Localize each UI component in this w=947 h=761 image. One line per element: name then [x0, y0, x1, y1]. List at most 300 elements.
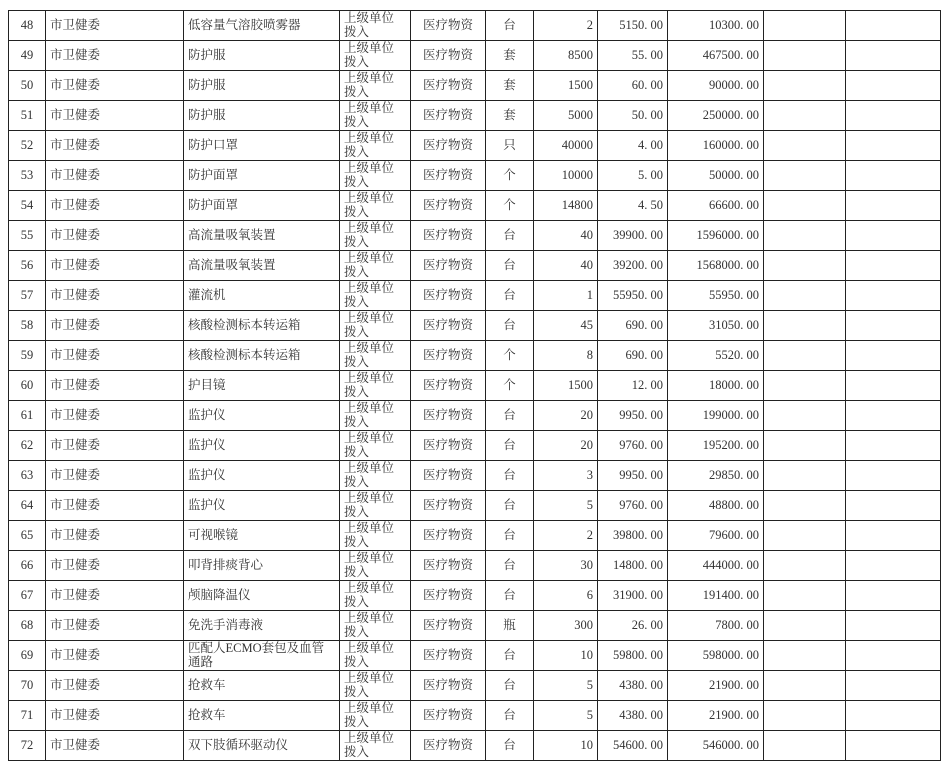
cell-quantity: 5: [534, 671, 598, 701]
cell-total-amount: 10300. 00: [668, 11, 764, 41]
cell-sequence-number: 55: [9, 221, 46, 251]
cell-unit-price: 14800. 00: [598, 551, 668, 581]
cell-total-amount: 48800. 00: [668, 491, 764, 521]
cell-funding-source: 上级单位拨入: [340, 491, 411, 521]
cell-unit-price: 5150. 00: [598, 11, 668, 41]
cell-total-amount: 79600. 00: [668, 521, 764, 551]
table-row: [9, 431, 941, 461]
cell-funding-source: 上级单位拨入: [340, 191, 411, 221]
cell-item-name: 抢救车: [184, 701, 340, 731]
cell-funding-source: 上级单位拨入: [340, 641, 411, 671]
cell-empty-2: [846, 521, 941, 551]
cell-empty-2: [846, 551, 941, 581]
cell-category: 医疗物资: [411, 341, 486, 371]
table-row: [9, 611, 941, 641]
cell-sequence-number: 62: [9, 431, 46, 461]
cell-empty-2: [846, 71, 941, 101]
cell-item-name: 核酸检测标本转运箱: [184, 311, 340, 341]
cell-category: 医疗物资: [411, 221, 486, 251]
cell-category: 医疗物资: [411, 731, 486, 761]
cell-empty-2: [846, 251, 941, 281]
cell-unit: 只: [486, 131, 534, 161]
table-row: [9, 341, 941, 371]
table-row: [9, 191, 941, 221]
table-row: [9, 461, 941, 491]
cell-funding-source: 上级单位拨入: [340, 311, 411, 341]
cell-quantity: 8: [534, 341, 598, 371]
cell-total-amount: 598000. 00: [668, 641, 764, 671]
cell-unit-price: 39900. 00: [598, 221, 668, 251]
cell-category: 医疗物资: [411, 131, 486, 161]
cell-total-amount: 444000. 00: [668, 551, 764, 581]
cell-funding-source: 上级单位拨入: [340, 11, 411, 41]
cell-quantity: 45: [534, 311, 598, 341]
cell-category: 医疗物资: [411, 611, 486, 641]
cell-category: 医疗物资: [411, 641, 486, 671]
cell-empty-2: [846, 461, 941, 491]
cell-funding-source: 上级单位拨入: [340, 341, 411, 371]
cell-funding-source: 上级单位拨入: [340, 161, 411, 191]
cell-empty-1: [764, 101, 846, 131]
cell-funding-source: 上级单位拨入: [340, 101, 411, 131]
cell-item-name: 监护仪: [184, 401, 340, 431]
cell-quantity: 6: [534, 581, 598, 611]
cell-quantity: 1500: [534, 71, 598, 101]
cell-total-amount: 1568000. 00: [668, 251, 764, 281]
cell-funding-source: 上级单位拨入: [340, 731, 411, 761]
cell-empty-2: [846, 491, 941, 521]
cell-category: 医疗物资: [411, 11, 486, 41]
cell-sequence-number: 53: [9, 161, 46, 191]
cell-department: 市卫健委: [46, 491, 184, 521]
cell-empty-2: [846, 221, 941, 251]
table-row: [9, 491, 941, 521]
cell-item-name: 高流量吸氧装置: [184, 221, 340, 251]
cell-empty-1: [764, 431, 846, 461]
cell-quantity: 2: [534, 521, 598, 551]
cell-department: 市卫健委: [46, 371, 184, 401]
cell-unit: 套: [486, 101, 534, 131]
cell-empty-2: [846, 191, 941, 221]
cell-sequence-number: 72: [9, 731, 46, 761]
cell-item-name: 防护服: [184, 41, 340, 71]
cell-funding-source: 上级单位拨入: [340, 131, 411, 161]
cell-item-name: 低容量气溶胶喷雾器: [184, 11, 340, 41]
cell-empty-2: [846, 161, 941, 191]
cell-unit: 个: [486, 371, 534, 401]
cell-total-amount: 66600. 00: [668, 191, 764, 221]
cell-empty-2: [846, 341, 941, 371]
cell-empty-2: [846, 131, 941, 161]
cell-unit: 台: [486, 581, 534, 611]
cell-sequence-number: 48: [9, 11, 46, 41]
cell-sequence-number: 52: [9, 131, 46, 161]
cell-sequence-number: 51: [9, 101, 46, 131]
cell-category: 医疗物资: [411, 71, 486, 101]
cell-item-name: 可视喉镜: [184, 521, 340, 551]
cell-total-amount: 18000. 00: [668, 371, 764, 401]
cell-category: 医疗物资: [411, 251, 486, 281]
cell-department: 市卫健委: [46, 71, 184, 101]
cell-total-amount: 467500. 00: [668, 41, 764, 71]
cell-unit-price: 4380. 00: [598, 701, 668, 731]
cell-unit: 个: [486, 161, 534, 191]
cell-item-name: 核酸检测标本转运箱: [184, 341, 340, 371]
cell-empty-1: [764, 491, 846, 521]
cell-unit: 台: [486, 311, 534, 341]
cell-empty-1: [764, 701, 846, 731]
cell-unit: 台: [486, 401, 534, 431]
cell-sequence-number: 59: [9, 341, 46, 371]
cell-department: 市卫健委: [46, 311, 184, 341]
table-row: [9, 11, 941, 41]
cell-funding-source: 上级单位拨入: [340, 41, 411, 71]
cell-funding-source: 上级单位拨入: [340, 431, 411, 461]
cell-empty-2: [846, 311, 941, 341]
cell-empty-1: [764, 401, 846, 431]
cell-total-amount: 90000. 00: [668, 71, 764, 101]
cell-item-name: 监护仪: [184, 461, 340, 491]
cell-category: 医疗物资: [411, 551, 486, 581]
cell-department: 市卫健委: [46, 191, 184, 221]
cell-item-name: 防护服: [184, 101, 340, 131]
cell-department: 市卫健委: [46, 341, 184, 371]
cell-quantity: 14800: [534, 191, 598, 221]
cell-sequence-number: 56: [9, 251, 46, 281]
cell-category: 医疗物资: [411, 701, 486, 731]
cell-department: 市卫健委: [46, 251, 184, 281]
cell-item-name: 防护面罩: [184, 191, 340, 221]
cell-empty-1: [764, 371, 846, 401]
cell-empty-2: [846, 11, 941, 41]
cell-sequence-number: 69: [9, 641, 46, 671]
cell-funding-source: 上级单位拨入: [340, 671, 411, 701]
cell-quantity: 5000: [534, 101, 598, 131]
cell-empty-2: [846, 671, 941, 701]
cell-empty-2: [846, 41, 941, 71]
cell-empty-1: [764, 221, 846, 251]
cell-unit-price: 54600. 00: [598, 731, 668, 761]
cell-item-name: 免洗手消毒液: [184, 611, 340, 641]
cell-item-name: 抢救车: [184, 671, 340, 701]
cell-empty-2: [846, 431, 941, 461]
cell-empty-1: [764, 521, 846, 551]
cell-item-name: 高流量吸氧装置: [184, 251, 340, 281]
cell-department: 市卫健委: [46, 641, 184, 671]
cell-total-amount: 199000. 00: [668, 401, 764, 431]
cell-quantity: 10: [534, 641, 598, 671]
table-row: [9, 401, 941, 431]
cell-unit: 台: [486, 251, 534, 281]
cell-category: 医疗物资: [411, 461, 486, 491]
cell-quantity: 5: [534, 701, 598, 731]
cell-total-amount: 50000. 00: [668, 161, 764, 191]
cell-category: 医疗物资: [411, 311, 486, 341]
cell-quantity: 40: [534, 221, 598, 251]
cell-sequence-number: 64: [9, 491, 46, 521]
cell-empty-1: [764, 251, 846, 281]
cell-quantity: 40: [534, 251, 598, 281]
cell-quantity: 10: [534, 731, 598, 761]
cell-unit: 台: [486, 11, 534, 41]
table-row: [9, 161, 941, 191]
table-row: [9, 71, 941, 101]
cell-funding-source: 上级单位拨入: [340, 581, 411, 611]
cell-unit: 台: [486, 431, 534, 461]
cell-item-name: 双下肢循环驱动仪: [184, 731, 340, 761]
cell-item-name: 防护面罩: [184, 161, 340, 191]
cell-category: 医疗物资: [411, 521, 486, 551]
cell-department: 市卫健委: [46, 671, 184, 701]
cell-unit: 台: [486, 461, 534, 491]
cell-sequence-number: 71: [9, 701, 46, 731]
cell-quantity: 20: [534, 431, 598, 461]
cell-sequence-number: 57: [9, 281, 46, 311]
cell-sequence-number: 70: [9, 671, 46, 701]
cell-unit-price: 4. 50: [598, 191, 668, 221]
cell-quantity: 300: [534, 611, 598, 641]
cell-unit-price: 690. 00: [598, 311, 668, 341]
cell-empty-1: [764, 71, 846, 101]
cell-category: 医疗物资: [411, 401, 486, 431]
table-row: [9, 581, 941, 611]
table-body: [9, 11, 941, 761]
cell-category: 医疗物资: [411, 671, 486, 701]
cell-sequence-number: 61: [9, 401, 46, 431]
cell-category: 医疗物资: [411, 161, 486, 191]
cell-empty-2: [846, 101, 941, 131]
cell-empty-2: [846, 641, 941, 671]
cell-empty-2: [846, 371, 941, 401]
cell-unit-price: 12. 00: [598, 371, 668, 401]
table-row: [9, 671, 941, 701]
cell-sequence-number: 60: [9, 371, 46, 401]
cell-empty-1: [764, 281, 846, 311]
cell-sequence-number: 68: [9, 611, 46, 641]
cell-department: 市卫健委: [46, 131, 184, 161]
cell-item-name: 叩背排痰背心: [184, 551, 340, 581]
cell-sequence-number: 67: [9, 581, 46, 611]
cell-funding-source: 上级单位拨入: [340, 221, 411, 251]
cell-item-name: 颅脑降温仪: [184, 581, 340, 611]
cell-unit-price: 4. 00: [598, 131, 668, 161]
cell-empty-1: [764, 611, 846, 641]
cell-unit: 台: [486, 671, 534, 701]
cell-empty-1: [764, 131, 846, 161]
cell-funding-source: 上级单位拨入: [340, 461, 411, 491]
cell-unit: 台: [486, 521, 534, 551]
cell-department: 市卫健委: [46, 281, 184, 311]
cell-quantity: 1: [534, 281, 598, 311]
cell-unit-price: 9760. 00: [598, 491, 668, 521]
table-row: [9, 731, 941, 761]
cell-item-name: 监护仪: [184, 431, 340, 461]
cell-department: 市卫健委: [46, 41, 184, 71]
cell-unit: 台: [486, 281, 534, 311]
cell-item-name: 防护服: [184, 71, 340, 101]
cell-item-name: 灌流机: [184, 281, 340, 311]
cell-total-amount: 31050. 00: [668, 311, 764, 341]
table-row: [9, 311, 941, 341]
cell-total-amount: 29850. 00: [668, 461, 764, 491]
cell-sequence-number: 66: [9, 551, 46, 581]
table-row: [9, 641, 941, 671]
cell-quantity: 20: [534, 401, 598, 431]
cell-quantity: 2: [534, 11, 598, 41]
cell-unit: 套: [486, 41, 534, 71]
cell-sequence-number: 65: [9, 521, 46, 551]
cell-empty-1: [764, 191, 846, 221]
cell-unit: 台: [486, 701, 534, 731]
cell-unit: 个: [486, 341, 534, 371]
cell-empty-1: [764, 41, 846, 71]
cell-funding-source: 上级单位拨入: [340, 551, 411, 581]
cell-total-amount: 55950. 00: [668, 281, 764, 311]
cell-quantity: 8500: [534, 41, 598, 71]
cell-sequence-number: 50: [9, 71, 46, 101]
table-row: [9, 521, 941, 551]
cell-unit-price: 9950. 00: [598, 401, 668, 431]
cell-department: 市卫健委: [46, 731, 184, 761]
table-row: [9, 221, 941, 251]
cell-total-amount: 250000. 00: [668, 101, 764, 131]
cell-empty-1: [764, 161, 846, 191]
cell-empty-2: [846, 731, 941, 761]
cell-unit-price: 60. 00: [598, 71, 668, 101]
cell-unit-price: 55950. 00: [598, 281, 668, 311]
table-row: [9, 701, 941, 731]
cell-empty-1: [764, 581, 846, 611]
cell-department: 市卫健委: [46, 101, 184, 131]
table-row: [9, 41, 941, 71]
cell-item-name: 监护仪: [184, 491, 340, 521]
cell-empty-1: [764, 341, 846, 371]
cell-unit-price: 50. 00: [598, 101, 668, 131]
cell-item-name: 匹配人ECMO套包及血管通路: [184, 641, 340, 671]
table-row: [9, 131, 941, 161]
cell-empty-1: [764, 671, 846, 701]
cell-empty-2: [846, 401, 941, 431]
cell-department: 市卫健委: [46, 461, 184, 491]
table-row: [9, 101, 941, 131]
table-row: [9, 371, 941, 401]
cell-department: 市卫健委: [46, 431, 184, 461]
cell-quantity: 1500: [534, 371, 598, 401]
cell-unit: 台: [486, 551, 534, 581]
table-row: [9, 251, 941, 281]
table-row: [9, 551, 941, 581]
cell-unit-price: 4380. 00: [598, 671, 668, 701]
cell-department: 市卫健委: [46, 551, 184, 581]
cell-empty-1: [764, 461, 846, 491]
cell-empty-2: [846, 611, 941, 641]
cell-funding-source: 上级单位拨入: [340, 71, 411, 101]
cell-unit-price: 9760. 00: [598, 431, 668, 461]
cell-total-amount: 160000. 00: [668, 131, 764, 161]
cell-unit: 套: [486, 71, 534, 101]
cell-empty-1: [764, 731, 846, 761]
cell-empty-1: [764, 641, 846, 671]
cell-category: 医疗物资: [411, 41, 486, 71]
cell-item-name: 防护口罩: [184, 131, 340, 161]
cell-category: 医疗物资: [411, 101, 486, 131]
cell-unit-price: 55. 00: [598, 41, 668, 71]
cell-department: 市卫健委: [46, 701, 184, 731]
cell-quantity: 3: [534, 461, 598, 491]
cell-funding-source: 上级单位拨入: [340, 251, 411, 281]
procurement-table: [8, 10, 941, 761]
cell-total-amount: 1596000. 00: [668, 221, 764, 251]
cell-total-amount: 546000. 00: [668, 731, 764, 761]
cell-unit: 台: [486, 731, 534, 761]
cell-department: 市卫健委: [46, 11, 184, 41]
cell-unit-price: 39200. 00: [598, 251, 668, 281]
cell-total-amount: 5520. 00: [668, 341, 764, 371]
cell-quantity: 10000: [534, 161, 598, 191]
cell-empty-2: [846, 281, 941, 311]
cell-unit: 瓶: [486, 611, 534, 641]
cell-unit-price: 5. 00: [598, 161, 668, 191]
cell-quantity: 40000: [534, 131, 598, 161]
cell-department: 市卫健委: [46, 401, 184, 431]
cell-department: 市卫健委: [46, 161, 184, 191]
cell-category: 医疗物资: [411, 371, 486, 401]
cell-item-name: 护目镜: [184, 371, 340, 401]
cell-funding-source: 上级单位拨入: [340, 401, 411, 431]
cell-department: 市卫健委: [46, 221, 184, 251]
cell-unit-price: 9950. 00: [598, 461, 668, 491]
cell-funding-source: 上级单位拨入: [340, 371, 411, 401]
table-row: [9, 281, 941, 311]
cell-unit: 台: [486, 491, 534, 521]
cell-funding-source: 上级单位拨入: [340, 521, 411, 551]
cell-empty-1: [764, 311, 846, 341]
cell-category: 医疗物资: [411, 191, 486, 221]
cell-unit-price: 59800. 00: [598, 641, 668, 671]
cell-sequence-number: 63: [9, 461, 46, 491]
cell-unit: 台: [486, 641, 534, 671]
cell-category: 医疗物资: [411, 431, 486, 461]
cell-unit-price: 690. 00: [598, 341, 668, 371]
cell-quantity: 30: [534, 551, 598, 581]
cell-category: 医疗物资: [411, 581, 486, 611]
cell-unit-price: 26. 00: [598, 611, 668, 641]
cell-department: 市卫健委: [46, 581, 184, 611]
cell-total-amount: 21900. 00: [668, 671, 764, 701]
cell-department: 市卫健委: [46, 611, 184, 641]
cell-funding-source: 上级单位拨入: [340, 281, 411, 311]
cell-sequence-number: 58: [9, 311, 46, 341]
cell-department: 市卫健委: [46, 521, 184, 551]
cell-unit: 个: [486, 191, 534, 221]
cell-quantity: 5: [534, 491, 598, 521]
cell-sequence-number: 54: [9, 191, 46, 221]
cell-unit: 台: [486, 221, 534, 251]
cell-empty-2: [846, 701, 941, 731]
cell-unit-price: 31900. 00: [598, 581, 668, 611]
cell-category: 医疗物资: [411, 281, 486, 311]
cell-funding-source: 上级单位拨入: [340, 701, 411, 731]
cell-total-amount: 195200. 00: [668, 431, 764, 461]
cell-category: 医疗物资: [411, 491, 486, 521]
cell-total-amount: 7800. 00: [668, 611, 764, 641]
cell-funding-source: 上级单位拨入: [340, 611, 411, 641]
cell-total-amount: 21900. 00: [668, 701, 764, 731]
cell-unit-price: 39800. 00: [598, 521, 668, 551]
cell-empty-1: [764, 11, 846, 41]
cell-total-amount: 191400. 00: [668, 581, 764, 611]
cell-sequence-number: 49: [9, 41, 46, 71]
